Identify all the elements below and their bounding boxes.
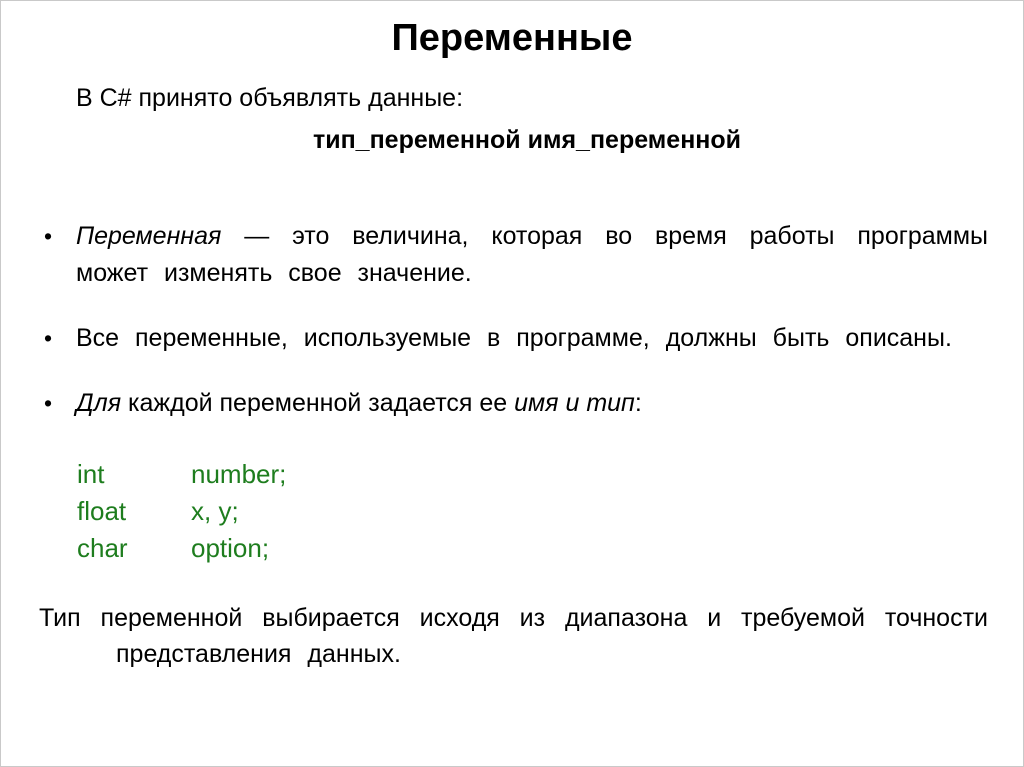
bullet-item-declaration-rule — [43, 320, 988, 357]
bullet-tail-text: : — [634, 389, 642, 417]
code-type-keyword: float — [77, 496, 127, 526]
code-line — [77, 493, 1023, 530]
bullet-body-text: — это величина, которая во время работы программы может изменять свое значение. — [76, 222, 988, 287]
code-block — [77, 456, 1023, 567]
intro-text: В C# принято объявлять данные: — [76, 84, 464, 112]
bullet-dot: • — [44, 325, 53, 351]
bullet-lead-italic: Для — [76, 389, 122, 417]
bullet-dot: • — [44, 390, 53, 416]
slide-title: Переменные — [391, 17, 633, 59]
bullet-body-text: каждой переменной задается ее — [121, 389, 515, 417]
bullet-lead-italic: Переменная — [76, 222, 222, 250]
bullet-body-text: Все переменные, используемые в программе, должны быть описаны. — [76, 324, 952, 352]
code-type-keyword: char — [77, 533, 128, 563]
bullet-dot: • — [44, 223, 53, 249]
bullet-emphasis-italic: имя и тип — [514, 389, 635, 417]
code-line — [77, 530, 1023, 567]
bullet-list — [1, 218, 1023, 422]
bullet-item-name-and-type — [43, 385, 988, 422]
code-variable-name: x, y; — [191, 496, 239, 526]
code-variable-name: number; — [191, 459, 287, 489]
bullet-item-definition — [43, 218, 988, 292]
code-line — [77, 456, 1023, 493]
footer-paragraph: Тип переменной выбирается исходя из диапазона и требуемой точности представления данных. — [39, 604, 988, 668]
declaration-syntax-text: тип_переменной имя_переменной — [312, 126, 742, 154]
code-variable-name: option; — [191, 533, 270, 563]
code-type-keyword: int — [77, 459, 105, 489]
